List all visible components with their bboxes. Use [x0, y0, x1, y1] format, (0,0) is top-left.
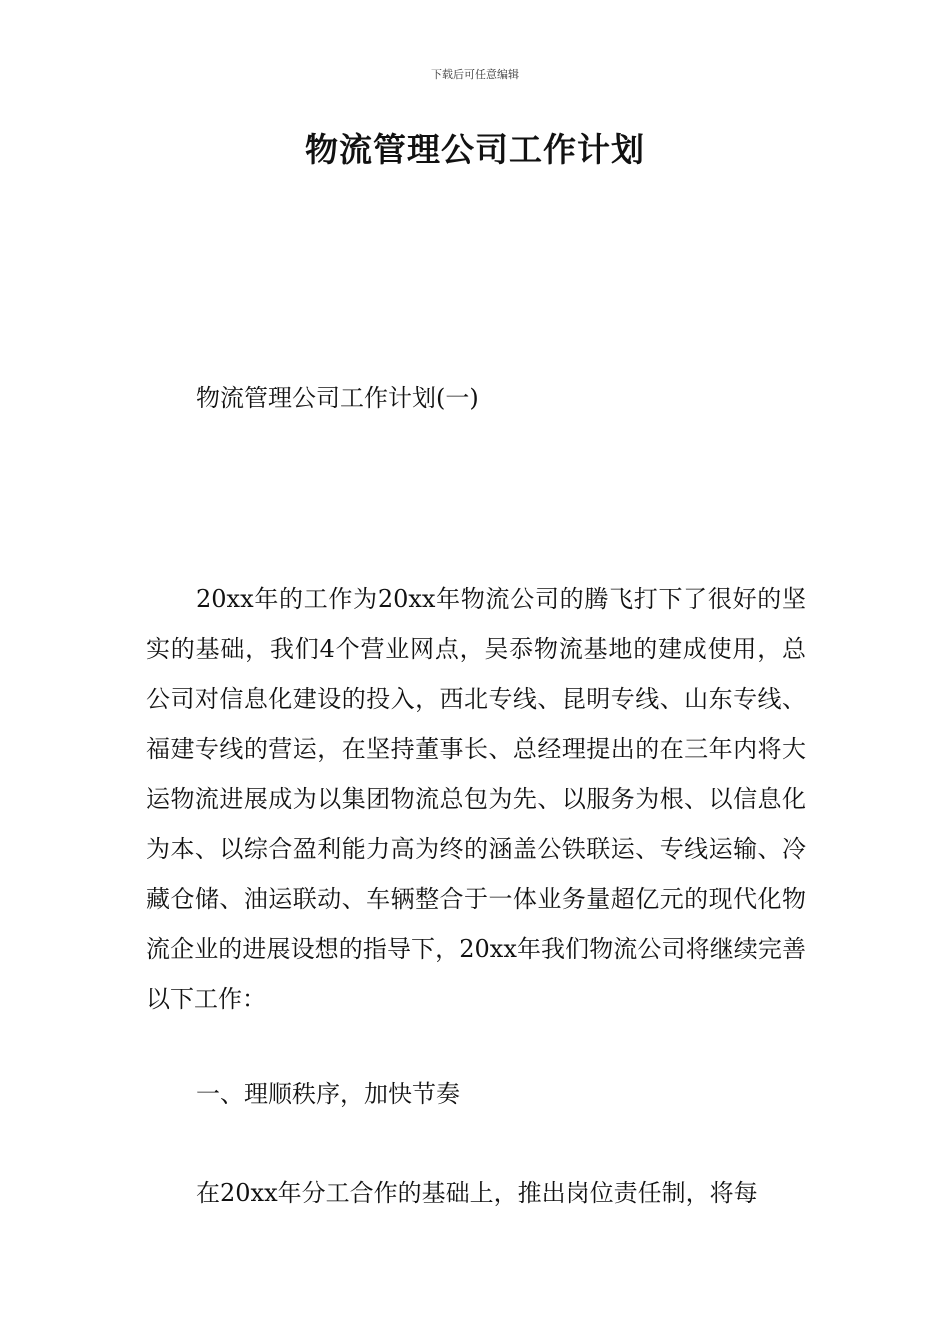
body-paragraph: 20xx年的工作为20xx年物流公司的腾飞打下了很好的坚实的基础，我们4个营业网点，吴忝物流基地的建成使用，总公司对信息化建设的投入，西北专线、昆明专线、山东专线、福建专线的营运，在坚持董事长、总经理提出的在三年内将大运物流进展成为以集团物流总包为先、以服务为根、以信息化为本、以综合盈利能力高为终的涵盖公铁联运、专线运输、冷藏仓储、油运联动、车辆整合于一体业务量超亿元的现代化物流企业的进展设想的指导下，20xx年我们物流公司将继续完善以下工作： [146, 585, 806, 1013]
header-note: 下载后可任意编辑 [431, 68, 519, 81]
body-paragraph: 在20xx年分工合作的基础上，推出岗位责任制，将每 [196, 1179, 758, 1207]
section-title: 物流管理公司工作计划(一) [196, 384, 479, 412]
section-heading: 一、理顺秩序，加快节奏 [196, 1080, 460, 1108]
document-title: 物流管理公司工作计划 [305, 130, 645, 169]
